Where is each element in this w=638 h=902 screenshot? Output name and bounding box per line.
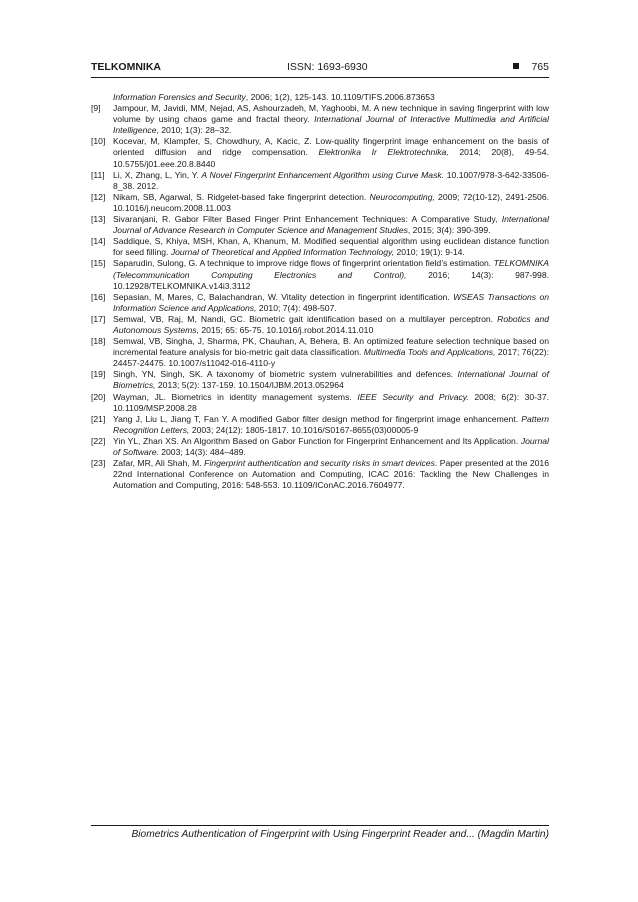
reference-number: [22] [91,435,106,446]
reference-item [91,336,549,369]
reference-item [91,92,549,103]
reference-text: 2016; 14(3): 987-998. 10.12928/TELKOMNIKA.v14i3.3112 [113,269,550,291]
reference-source: IEEE Security and Privacy. [357,391,469,402]
reference-number: [18] [91,336,106,347]
reference-source: TELKOMNIKA (Telecommunication Computing Electronics and Control), [113,258,549,280]
reference-text: Yin YL, Zhan XS. An Algorithm Based on Gabor Function for Fingerprint Enhancement and Its Application. [113,435,521,446]
reference-text: , 2010; 1(3): 28–32. [156,125,232,136]
reference-text: 2015; 65: 65-75. 10.1016/j.robot.2014.11.010 [198,324,374,335]
reference-number: [16] [91,291,106,302]
issn: ISSN: 1693-6930 [287,61,368,73]
page-number-group [513,61,549,73]
reference-item [91,236,549,258]
reference-source: Multimedia Tools and Applications, [363,347,496,358]
reference-text: 2010; 19(1): 9-14. [394,247,465,258]
reference-text: 2008; 6(2): 30-37. 10.1109/MSP.2008.28 [113,391,549,413]
reference-text: Wayman, JL. Biometrics in identity management systems. [113,391,358,402]
reference-source: International Journal of Biometrics, [113,369,549,391]
reference-number: [23] [91,458,106,469]
reference-text: 2017; 76(22): 24457-24475. 10.1007/s11042-016-4110-y [113,347,550,369]
reference-item [91,292,549,314]
reference-number: [12] [91,191,106,202]
reference-text: Saddique, S, Khiya, MSH, Khan, A, Khanum, M. Modified sequential algorithm using euclidean distance function for seed filling. [113,236,549,258]
reference-number: [9] [91,103,101,114]
reference-source: Pattern Recognition Letters, [113,413,549,435]
reference-number: [21] [91,413,106,424]
reference-number: [17] [91,313,106,324]
reference-text: 2003; 24(12): 1805-1817. 10.1016/S0167-8655(03)00005-9 [189,424,419,435]
reference-text: Yang J, Liu L, Jiang T, Fan Y. A modified Gabor filter design method for fingerprint image enhancement. [113,413,522,424]
reference-text: Singh, YN, Singh, SK. A taxonomy of biometric system vulnerabilities and defences. [113,369,458,380]
reference-item [91,414,549,436]
reference-number: [15] [91,258,106,269]
reference-item [91,136,549,169]
reference-item [91,170,549,192]
reference-text: Nikam, SB, Agarwal, S. Ridgelet-based fake fingerprint detection. [113,191,370,202]
reference-item [91,314,549,336]
reference-source: Journal of Theoretical and Applied Information Technology, [170,247,395,258]
reference-text: 2010; 7(4): 498-507. [256,302,337,313]
reference-text: 2009; 72(10-12), 2491-2506. 10.1016/j.neucom.2008.11.003 [113,191,549,213]
reference-source: A Novel Fingerprint Enhancement Algorithm using Curve Mask. [201,169,445,180]
reference-item [91,458,549,491]
reference-item [91,258,549,291]
reference-item [91,369,549,391]
page-footer: Biometrics Authentication of Fingerprint with Using Fingerprint Reader and... (Magdin Martin) [131,829,549,840]
reference-source: Robotics and Autonomous Systems, [113,313,549,335]
reference-text: , 2006; 1(2), 125-143. 10.1109/TIFS.2006.873653 [245,92,435,102]
reference-text: Saparudin, Sulong, G. A technique to improve ridge flows of fingerprint orientation field’s estimation. [113,258,494,269]
reference-text: 2013; 5(2): 137-159. 10.1504/IJBM.2013.052964 [155,380,344,391]
reference-text: , 2015; 3(4): 390-399. [407,225,491,236]
reference-source: Information Forensics and Security [113,92,246,102]
reference-number: [19] [91,369,106,380]
reference-number: [11] [91,169,105,180]
reference-text: 2014; 20(8), 49-54. 10.5755/j01.eee.20.8.8440 [113,147,549,169]
reference-number: [13] [91,214,106,225]
reference-text: Zafar, MR, Ali Shah, M. [113,458,205,469]
reference-source: International Journal of Advance Research in Computer Science and Management Studies [113,214,549,236]
reference-item [91,436,549,458]
reference-source: International Journal of Interactive Multimedia and Artificial Intelligence [113,114,549,136]
reference-item [91,192,549,214]
reference-text: Sivaranjani, R. Gabor Filter Based Finger Print Enhancement Techniques: A Comparative Study, [113,214,502,225]
reference-source: Neurocomputing, [369,191,435,202]
reference-text: Jampour, M, Javidi, MM, Nejad, AS, Ashourzadeh, M, Yaghoobi, M. A new technique in saving fingerprint with low volume by using chaos game and fractal theory. [113,103,549,125]
reference-text: Kocevar, M, Klampfer, S, Chowdhury, A, Kacic, Z. Low-quality fingerprint image enhancement on the basis of oriented diffusion and ridge compensation. [113,136,549,158]
reference-text: Sepasian, M, Mares, C, Balachandran, W. Vitality detection in fingerprint identification. [113,291,454,302]
header-rule [91,77,549,78]
reference-source: WSEAS Transactions on Information Science and Applications, [113,291,549,313]
reference-item [91,392,549,414]
reference-text: 10.1007/978-3-642-33506-8_38. 2012. [113,169,549,191]
reference-text: . 2003; 14(3): 484–489. [156,447,246,457]
reference-number: [20] [91,391,106,402]
journal-name: TELKOMNIKA [91,61,161,73]
reference-source: Elektronika Ir Elektrotechnika, [318,147,449,158]
reference-number: [10] [91,136,106,147]
reference-text: . Paper presented at the 2016 22nd International Conference on Automation and Computing, ICAC 2016: Tackling the New Challenges in Automation and Computing, 2016: 548-553. 10.1109/IConAC.2016.7604977. [113,458,549,491]
square-bullet-icon [513,63,519,69]
reference-list [91,92,549,491]
reference-text: Semwal, VB, Raj, M, Nandi, GC. Biometric gait identification based on a multilayer perceptron. [113,313,498,324]
reference-text: Semwal, VB, Singha, J, Sharma, PK, Chauhan, A, Behera, B. An optimized feature selection technique based on incremental feature analysis for bio-metric gait data classification. [113,336,549,358]
page-number: 765 [531,61,549,73]
reference-item [91,103,549,136]
reference-source: Journal of Software [113,435,549,457]
reference-source: Fingerprint authentication and security risks in smart devices [204,458,435,469]
page-header [91,61,549,75]
reference-text: Li, X, Zhang, L, Yin, Y. [113,169,202,180]
footer-rule [91,825,549,826]
reference-number: [14] [91,236,106,247]
reference-item [91,214,549,236]
